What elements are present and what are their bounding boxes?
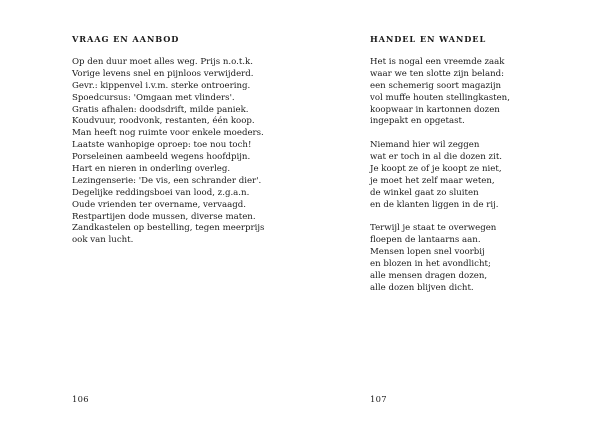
poem-line: Laatste wanhopige oproep: toe nou toch! bbox=[72, 140, 252, 151]
poem-body bbox=[370, 57, 510, 295]
poem-line: Terwijl je staat te overwegen bbox=[370, 223, 497, 234]
poem-stanza bbox=[370, 140, 510, 211]
poem-line: ingepakt en opgetast. bbox=[370, 116, 465, 127]
poem-line: Gevr.: kippenvel i.v.m. sterke ontroering. bbox=[72, 80, 251, 91]
poem-line: Gratis afhalen: doodsdrift, milde paniek. bbox=[72, 104, 249, 115]
poem-line: Op den duur moet alles weg. Prijs n.o.t.k. bbox=[72, 57, 253, 67]
poem-line: Restpartijen dode mussen, diverse maten. bbox=[72, 211, 256, 222]
poem-line: en blozen in het avondlicht; bbox=[370, 259, 491, 270]
poem-stanza bbox=[370, 223, 510, 294]
poem-line: waar we ten slotte zijn beland: bbox=[370, 68, 505, 79]
right-page bbox=[300, 0, 600, 432]
poem-line: Hart en nieren in onderling overleg. bbox=[72, 164, 231, 175]
poem-line: en de klanten liggen in de rij. bbox=[370, 199, 499, 210]
poem-title: VRAAG EN AANBOD bbox=[72, 34, 180, 44]
poem-stanza bbox=[370, 57, 510, 128]
poem-line: Spoedcursus: 'Omgaan met vlinders'. bbox=[72, 92, 235, 103]
poem-line: Niemand hier wil zeggen bbox=[370, 140, 480, 151]
page-number: 106 bbox=[72, 394, 89, 404]
poem-line: Lezingenserie: 'De vis, een schrander dier'. bbox=[72, 175, 262, 186]
poem-line: Je koopt ze of je koopt ze niet, bbox=[370, 164, 502, 175]
poem-line: floepen de lantaarns aan. bbox=[370, 235, 481, 246]
poem-line: alle dozen blijven dicht. bbox=[370, 282, 474, 293]
poem-line: ook van lucht. bbox=[72, 235, 134, 246]
poem-title: HANDEL EN WANDEL bbox=[370, 34, 487, 44]
poem-line: wat er toch in al die dozen zit. bbox=[370, 152, 502, 163]
poem-line: de winkel gaat zo sluiten bbox=[370, 187, 479, 198]
poem-line: Man heeft nog ruimte voor enkele moeders. bbox=[72, 128, 264, 139]
poem-line: Mensen lopen snel voorbij bbox=[370, 247, 485, 258]
poem-body bbox=[72, 57, 264, 247]
poem-line: een schemerig soort magazijn bbox=[370, 80, 502, 91]
poem-line: Het is nogal een vreemde zaak bbox=[370, 57, 505, 67]
poem-line: alle mensen dragen dozen, bbox=[370, 271, 488, 282]
poem-line: vol muffe houten stellingkasten, bbox=[370, 92, 510, 103]
poem-line: Oude vrienden ter overname, vervaagd. bbox=[72, 199, 246, 210]
page-number: 107 bbox=[370, 394, 387, 404]
poem-line: Zandkastelen op bestelling, tegen meerprijs bbox=[72, 223, 265, 234]
poem-line: je moet het zelf maar weten, bbox=[370, 175, 495, 186]
poem-line: Porseleinen aambeeld wegens hoofdpijn. bbox=[72, 152, 251, 163]
poem-line: Koudvuur, roodvonk, restanten, één koop. bbox=[72, 116, 255, 127]
poem-line: Vorige levens snel en pijnloos verwijderd. bbox=[72, 68, 254, 79]
poem-line: koopwaar in kartonnen dozen bbox=[370, 104, 500, 115]
poem-line: Degelijke reddingsboei van lood, z.g.a.n. bbox=[72, 187, 250, 198]
